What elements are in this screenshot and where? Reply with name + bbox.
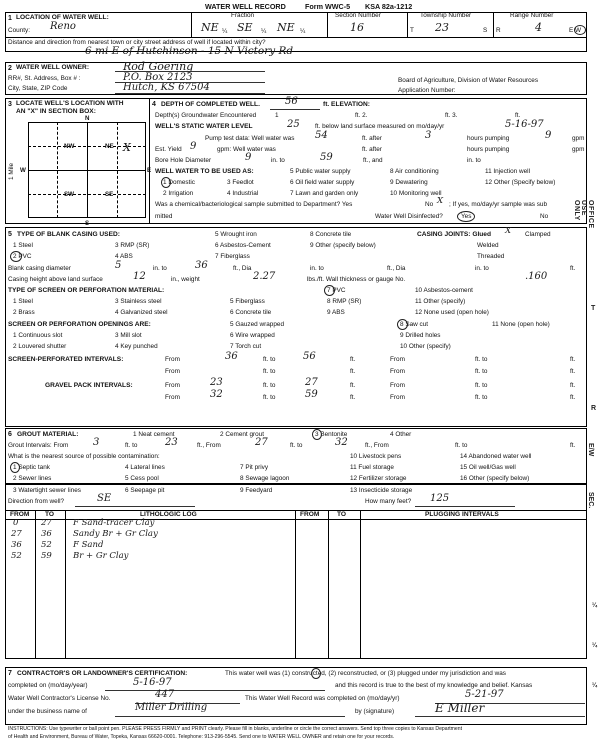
township-s: S — [483, 27, 488, 34]
fraction-2[interactable]: SE — [237, 21, 253, 34]
license-rest: This Water Well Record was completed on (mo/day/yr) — [245, 695, 400, 702]
est-hours: hours pumping — [467, 146, 510, 153]
screen-abs[interactable]: 9 ABS — [327, 309, 345, 316]
chem-mark[interactable]: X — [437, 196, 444, 206]
casing-pvc-circle — [10, 251, 22, 262]
log-from-header: FROM — [10, 511, 30, 518]
use-label: WELL WATER TO BE USED AS: — [155, 168, 254, 175]
bore-in-2: in. to — [467, 157, 481, 164]
gpi-ft: ft. — [350, 382, 356, 389]
chem-mitted: mitted — [155, 213, 173, 220]
screen-asbestos[interactable]: 10 Asbestos-cement — [415, 287, 473, 294]
use-injection[interactable]: 11 Injection well — [485, 168, 530, 175]
side-ew-label: E/W — [587, 443, 594, 457]
range-ew: E W — [569, 27, 582, 34]
range-value[interactable]: 4 — [535, 21, 542, 34]
side-r-label: R — [591, 405, 597, 412]
ksa-number: KSA 82a-1212 — [365, 2, 413, 11]
est-yield-rest: gpm: Well water was — [217, 146, 276, 153]
spi-from4-label: From — [390, 368, 405, 375]
section-number-7: 7 — [8, 670, 12, 677]
pump-label: Pump test data: Well water was — [205, 135, 295, 142]
src-fertilizer[interactable]: 12 Fertilizer storage — [350, 475, 407, 482]
grout-ft4: ft., From — [365, 442, 389, 449]
distance-label: Distance and direction from nearest town or city street address of well if located within city? — [8, 39, 266, 46]
use-lawn[interactable]: 7 Lawn and garden only — [290, 190, 359, 197]
fraction-label: Fraction — [231, 12, 255, 19]
log-row-to[interactable]: 27 — [41, 518, 52, 528]
src-lateral[interactable]: 4 Lateral lines — [125, 464, 165, 471]
spi-from2-label: From — [390, 356, 405, 363]
south-label: S — [85, 220, 90, 227]
joints-mark[interactable]: X — [505, 226, 512, 236]
address-label: RR#, St. Address, Box # : — [8, 75, 81, 82]
grout-ft: ft. to — [125, 442, 138, 449]
gpi-to3-label: ft. to — [263, 394, 276, 401]
src-cess[interactable]: 5 Cess pool — [125, 475, 159, 482]
chem-if: ; If yes, mo/day/yr sample was sub — [449, 201, 548, 208]
grout-ft6: ft. — [570, 442, 576, 449]
opening-wire[interactable]: 6 Wire wrapped — [230, 332, 275, 339]
est-after: ft. after — [362, 146, 382, 153]
diameter-in: in. to — [153, 265, 167, 272]
grout-to-2[interactable]: 32 — [335, 437, 348, 448]
gpi-from4-label: From — [390, 394, 405, 401]
log-lith-header: LITHOLOGIC LOG — [140, 511, 197, 518]
diameter-ft: ft., Dia — [233, 265, 252, 272]
spi-from3-label: From — [165, 368, 180, 375]
casing-wrought[interactable]: 5 Wrought iron — [215, 231, 257, 238]
location-x-mark[interactable]: X — [123, 141, 131, 154]
disinfected-label: Water Well Disinfected? — [375, 213, 443, 220]
log-to-header: TO — [45, 511, 55, 518]
pump-gpm[interactable]: 9 — [545, 130, 552, 141]
spi-to4-label: ft. to — [475, 368, 488, 375]
bore-value[interactable]: 9 — [245, 152, 252, 163]
spi-ft3: ft. — [350, 368, 356, 375]
log-row-desc[interactable]: Br + Gr Clay — [73, 551, 129, 561]
screen-rmp[interactable]: 8 RMP (SR) — [327, 298, 362, 305]
location-label: LOCATION OF WATER WELL: — [16, 14, 109, 21]
use-irrigation[interactable]: 2 Irrigation — [163, 190, 194, 197]
city-label: City, State, ZIP Code — [8, 85, 68, 92]
src-lagoon[interactable]: 8 Sewage lagoon — [240, 475, 290, 482]
form-number: Form WWC-5 — [305, 2, 351, 11]
src-abandoned[interactable]: 14 Abandoned water well — [460, 453, 532, 460]
cert-constructed-circle — [311, 668, 321, 679]
application-label: Application Number: — [398, 87, 456, 94]
grout-bentonite[interactable]: 3 Bentonite — [315, 431, 348, 438]
pump-hours[interactable]: 3 — [425, 130, 432, 141]
gravel-intervals-label: GRAVEL PACK INTERVALS: — [45, 382, 133, 389]
direction-value[interactable]: SE — [97, 493, 112, 504]
instructions-line-2: of Health and Environment, Bureau of Water, Topeka, Kansas 66620-0001. Telephone: 913-296-5545. Send one to WATER WELL OWNER and retain one for your records. — [8, 734, 395, 740]
side-sec-label: SEC. — [587, 492, 594, 509]
form-title: WATER WELL RECORD — [205, 2, 286, 11]
src-septic-circle — [10, 462, 20, 473]
completed-label: completed on (mo/day/year) — [8, 682, 88, 689]
est-yield-label: Est. Yield — [155, 146, 182, 153]
joints-label: CASING JOINTS: Glued — [417, 231, 492, 238]
spi-to3-label: ft. to — [263, 368, 276, 375]
business-value[interactable]: Miller Drilling — [135, 702, 208, 713]
log-row-desc[interactable]: F Sand-tracer Clay — [73, 518, 155, 528]
screen-none[interactable]: 12 None used (open hole) — [415, 309, 489, 316]
joints-welded[interactable]: Welded — [477, 242, 499, 249]
gpi-to2-label: ft. to — [475, 382, 488, 389]
casing-steel[interactable]: 1 Steel — [13, 242, 33, 249]
grout-intervals-label: Grout Intervals: From — [8, 442, 69, 449]
direction-label: Direction from well? — [8, 498, 65, 505]
casing-concrete[interactable]: 8 Concrete tile — [310, 231, 352, 238]
section-number-1: 1 — [8, 15, 12, 22]
weight-value[interactable]: 2.27 — [253, 271, 276, 282]
gpi-from-2[interactable]: 32 — [210, 389, 223, 400]
howmany-value[interactable]: 125 — [430, 493, 450, 504]
log-row-to[interactable]: 59 — [41, 551, 52, 561]
range-ew-circle — [574, 25, 586, 35]
diameter-label: Blank casing diameter — [8, 265, 71, 272]
mile-label: 1 Mile — [8, 162, 15, 180]
use-monitoring[interactable]: 10 Monitoring well — [390, 190, 442, 197]
screen-steel[interactable]: 1 Steel — [13, 298, 33, 305]
joints-threaded[interactable]: Threaded — [477, 253, 505, 260]
grout-ft2: ft., From — [197, 442, 221, 449]
screen-fiberglass[interactable]: 5 Fiberglass — [230, 298, 265, 305]
chem-label: Was a chemical/bacteriological sample submitted to Department? Yes — [155, 201, 353, 208]
grout-from-2[interactable]: 27 — [255, 437, 268, 448]
use-air[interactable]: 8 Air conditioning — [390, 168, 439, 175]
gpm-label: gpm — [572, 135, 585, 142]
casing-abs[interactable]: 4 ABS — [115, 253, 133, 260]
quarter-mark: ¼ — [300, 28, 306, 35]
locate-label-2: AN "X" IN SECTION BOX: — [16, 108, 96, 115]
screen-pvc-circle — [324, 285, 335, 296]
src-septic[interactable]: 1 Septic tank — [13, 464, 50, 471]
grout-cement[interactable]: 2 Cement grout — [220, 431, 265, 438]
contamination-label: What is the nearest source of possible contamination: — [8, 453, 160, 460]
log-row-from[interactable]: 52 — [11, 551, 22, 561]
bore-to[interactable]: 59 — [320, 152, 333, 163]
grout-neat[interactable]: 1 Neat cement — [133, 431, 175, 438]
gpi-to-2[interactable]: 59 — [305, 389, 318, 400]
opening-torch[interactable]: 7 Torch cut — [230, 343, 262, 350]
license-label: Water Well Contractor's License No. — [8, 695, 111, 702]
static-value[interactable]: 25 — [287, 119, 300, 130]
ne-label: NE — [105, 143, 114, 150]
cert-text: This water well was (1) constructed, (2) reconstructed, or (3) plugged under my jurisdiction and was — [225, 670, 506, 677]
fraction-1[interactable]: NE — [201, 21, 219, 34]
opening-saw-circle — [397, 319, 408, 330]
log-row-from[interactable]: 27 — [11, 529, 22, 539]
opening-mill[interactable]: 3 Mill slot — [115, 332, 142, 339]
use-domestic[interactable]: 1 Domestic — [163, 179, 195, 186]
opening-saw[interactable]: 8 Saw cut — [400, 321, 429, 328]
spi-to2-label: ft. to — [475, 356, 488, 363]
casing-label: TYPE OF BLANK CASING USED: — [17, 231, 120, 238]
screen-galvanized[interactable]: 4 Galvanized steel — [115, 309, 168, 316]
gpi-from-label: From — [165, 382, 180, 389]
src-watertight[interactable]: 3 Watertight sewer lines — [13, 487, 81, 494]
bore-ft: ft., and — [363, 157, 383, 164]
section-number-3: 3 — [8, 101, 12, 108]
groundwater-3: ft. 3. — [445, 112, 458, 119]
src-feedyard[interactable]: 9 Feedyard — [240, 487, 273, 494]
sw-label: SW — [64, 191, 74, 198]
casing-pvc[interactable]: 2 PVC — [13, 253, 32, 260]
disinfected-no[interactable]: No — [540, 213, 549, 220]
township-value[interactable]: 23 — [435, 21, 449, 34]
casing-other[interactable]: 9 Other (specify below) — [310, 242, 376, 249]
depth-value[interactable]: 56 — [285, 96, 298, 107]
grout-bentonite-circle — [312, 429, 322, 440]
cert-label: CONTRACTOR'S OR LANDOWNER'S CERTIFICATION: — [17, 670, 188, 677]
height-label: Casing height above land surface — [8, 276, 103, 283]
plug-header: PLUGGING INTERVALS — [425, 511, 499, 518]
spi-from[interactable]: 36 — [225, 351, 238, 362]
gpi-ft3: ft. — [350, 394, 356, 401]
chem-no[interactable]: No — [425, 201, 434, 208]
log-row-from[interactable]: 0 — [13, 518, 19, 528]
howmany-label: How many feet? — [365, 498, 412, 505]
groundwater-1: 1 — [275, 112, 279, 119]
use-dewatering[interactable]: 9 Dewatering — [390, 179, 428, 186]
src-livestock[interactable]: 10 Livestock pens — [350, 453, 402, 460]
owner-label: WATER WELL OWNER: — [16, 64, 90, 71]
quarter-mark: ¼ — [261, 28, 267, 35]
static-date[interactable]: 5-16-97 — [505, 119, 544, 130]
groundwater-ft: ft. — [515, 112, 521, 119]
use-domestic-circle — [161, 177, 171, 188]
src-privy[interactable]: 7 Pit privy — [240, 464, 269, 471]
plug-to-header: TO — [337, 511, 347, 518]
gpm-label-2: gpm — [572, 146, 585, 153]
screen-other[interactable]: 11 Other (specify) — [415, 298, 466, 305]
opening-key[interactable]: 4 Key punched — [115, 343, 158, 350]
pump-value[interactable]: 54 — [315, 130, 328, 141]
diameter-to[interactable]: 36 — [195, 260, 208, 271]
casing-rmp[interactable]: 3 RMP (SR) — [115, 242, 150, 249]
static-rest: ft. below land surface measured on mo/day/yr — [315, 123, 445, 130]
gpi-from-1[interactable]: 23 — [210, 377, 223, 388]
spi-to-label: ft. to — [263, 356, 276, 363]
pump-after: ft. after — [362, 135, 382, 142]
use-oilfield[interactable]: 6 Oil field water supply — [290, 179, 355, 186]
fraction-3[interactable]: NE — [277, 21, 295, 34]
opening-none[interactable]: 11 None (open hole) — [492, 321, 550, 328]
src-seepage[interactable]: 6 Seepage pit — [125, 487, 165, 494]
gauge-value[interactable]: .160 — [525, 271, 548, 282]
plug-from-header: FROM — [300, 511, 320, 518]
use-other[interactable]: 12 Other (Specify below) — [485, 179, 556, 186]
spi-ft2: ft. — [570, 356, 576, 363]
signature-label: by (signature) — [355, 708, 395, 715]
src-fuel[interactable]: 11 Fuel storage — [350, 464, 394, 471]
side-t-label: T — [591, 305, 596, 312]
pump-hours-label: hours pumping — [467, 135, 510, 142]
log-row-desc[interactable]: Sandy Br + Gr Clay — [73, 529, 158, 539]
log-row-to[interactable]: 52 — [41, 540, 52, 550]
est-yield-value[interactable]: 9 — [190, 141, 197, 152]
bore-in: in. to — [271, 157, 285, 164]
casing-fiberglass[interactable]: 7 Fiberglass — [215, 253, 250, 260]
business-label: under the business name of — [8, 708, 87, 715]
diameter-in-2: in. to — [310, 265, 324, 272]
section-number-2: 2 — [8, 65, 12, 72]
license-value[interactable]: 447 — [155, 689, 175, 700]
grout-label: GROUT MATERIAL: — [17, 431, 79, 438]
locate-label: LOCATE WELL'S LOCATION WITH — [16, 100, 124, 107]
spi-from-label: From — [165, 356, 180, 363]
grout-to[interactable]: 23 — [165, 437, 178, 448]
elevation-label: ft. ELEVATION: — [323, 101, 371, 108]
openings-label: SCREEN OR PERFORATION OPENINGS ARE: — [8, 321, 151, 328]
north-label: N — [85, 115, 90, 122]
use-public[interactable]: 5 Public water supply — [290, 168, 351, 175]
disinfected-yes-circle — [457, 211, 475, 222]
section-number-value[interactable]: 16 — [350, 21, 364, 34]
water-well-record-form — [5, 2, 587, 747]
instructions-line-1: INSTRUCTIONS: Use typewriter or ball point pen. PLEASE PRESS FIRMLY and PRINT clearly. Please fill in blanks, underline or circle the correct answers. Send top three copies to Kansas Department — [8, 726, 463, 732]
opening-drilled[interactable]: 9 Drilled holes — [400, 332, 441, 339]
owner-value[interactable]: Rod Goering — [123, 60, 194, 73]
groundwater-2: ft. 2. — [355, 112, 368, 119]
section-number-label: Section Number — [335, 12, 381, 19]
screen-intervals-label: SCREEN-PERFORATED INTERVALS: — [8, 356, 124, 363]
county-value[interactable]: Reno — [50, 21, 76, 32]
height-value[interactable]: 12 — [133, 271, 146, 282]
spi-to[interactable]: 56 — [303, 351, 316, 362]
grout-ft3: ft. to — [290, 442, 303, 449]
disinfected-yes[interactable]: Yes — [461, 213, 472, 220]
spi-ft: ft. — [350, 356, 356, 363]
groundwater-label: Depth(s) Groundwater Encountered — [155, 112, 257, 119]
bore-label: Bore Hole Diameter — [155, 157, 212, 164]
spi-ft4: ft. — [570, 368, 576, 375]
screen-concrete[interactable]: 6 Concrete tile — [230, 309, 272, 316]
section-number-6: 6 — [8, 431, 12, 438]
gpi-ft2: ft. — [570, 382, 576, 389]
side-quarter-2: ¼ — [592, 643, 598, 649]
section-number-4: 4 — [152, 101, 156, 108]
diameter-value[interactable]: 5 — [115, 260, 122, 271]
screen-stainless[interactable]: 3 Stainless steel — [115, 298, 162, 305]
township-label: Township Number — [420, 12, 472, 19]
use-industrial[interactable]: 4 Industrial — [227, 190, 259, 197]
casing-asbestos[interactable]: 6 Asbestos-Cement — [215, 242, 271, 249]
screen-label: TYPE OF SCREEN OR PERFORATION MATERIAL: — [8, 287, 165, 294]
range-label: Range Number — [510, 12, 554, 19]
gpi-from2-label: From — [390, 382, 405, 389]
west-label: W — [20, 167, 26, 174]
log-row-desc[interactable]: F Sand — [73, 540, 104, 550]
side-quarter-3: ¼ — [592, 683, 598, 689]
opening-louvered[interactable]: 2 Louvered shutter — [13, 343, 67, 350]
range-r: R — [496, 27, 501, 34]
county-label: County: — [8, 27, 31, 34]
township-t: T — [410, 27, 414, 34]
src-other[interactable]: 16 Other (specify below) — [460, 475, 530, 482]
completed-rest: and this record is true to the best of my knowledge and belief. Kansas — [335, 682, 533, 689]
src-oilwell[interactable]: 15 Oil well/Gas well — [460, 464, 516, 471]
signature-value[interactable]: E Miller — [435, 701, 485, 715]
se-label: SE — [105, 191, 114, 198]
grout-from[interactable]: 3 — [93, 437, 100, 448]
diameter-ft-3: ft. — [570, 265, 576, 272]
gpi-to4-label: ft. to — [475, 394, 488, 401]
side-quarter-1: ¼ — [592, 603, 598, 609]
address-value[interactable]: P.O. Box 2123 — [123, 72, 193, 83]
src-insecticide[interactable]: 13 Insecticide storage — [350, 487, 413, 494]
opening-gauzed[interactable]: 5 Gauzed wrapped — [230, 321, 285, 328]
log-row-from[interactable]: 36 — [11, 540, 22, 550]
opening-continuous[interactable]: 1 Continuous slot — [13, 332, 63, 339]
static-label: WELL'S STATIC WATER LEVEL — [155, 123, 253, 130]
gpi-ft4: ft. — [570, 394, 576, 401]
gpi-to-1[interactable]: 27 — [305, 377, 318, 388]
completed2-value[interactable]: 5-21-97 — [465, 689, 504, 700]
use-feedlot[interactable]: 3 Feedlot — [227, 179, 254, 186]
office-use-label: OFFICE USE ONLY — [573, 200, 594, 229]
grout-ft5: ft. to — [455, 442, 468, 449]
src-sewer[interactable]: 2 Sewer lines — [13, 475, 52, 482]
nw-label: NW — [64, 143, 75, 150]
diameter-ft-2: ft., Dia — [387, 265, 406, 272]
city-value[interactable]: Hutch, KS 67504 — [123, 82, 210, 93]
board-label: Board of Agriculture, Division of Water Resources — [398, 77, 539, 84]
distance-value[interactable]: 6 mi E of Hutchinson - 15 N Victory Rd — [85, 45, 294, 57]
opening-other[interactable]: 10 Other (specify) — [400, 343, 451, 350]
screen-pvc[interactable]: 7 PVC — [327, 287, 346, 294]
log-row-to[interactable]: 36 — [41, 529, 52, 539]
diameter-in-3: in. to — [475, 265, 489, 272]
joints-clamped[interactable]: Clamped — [525, 231, 551, 238]
east-label: E — [147, 167, 152, 174]
gpi-to-label: ft. to — [263, 382, 276, 389]
weight-rest: lbs./ft. Wall thickness or gauge No. — [307, 276, 406, 283]
grout-other[interactable]: 4 Other — [390, 431, 412, 438]
quarter-mark: ¼ — [222, 28, 228, 35]
gpi-from3-label: From — [165, 394, 180, 401]
height-in: in., weight — [171, 276, 200, 283]
screen-brass[interactable]: 2 Brass — [13, 309, 35, 316]
depth-label: DEPTH OF COMPLETED WELL. — [161, 101, 260, 108]
completed-value[interactable]: 5-16-97 — [133, 677, 172, 688]
section-number-5: 5 — [8, 231, 12, 238]
